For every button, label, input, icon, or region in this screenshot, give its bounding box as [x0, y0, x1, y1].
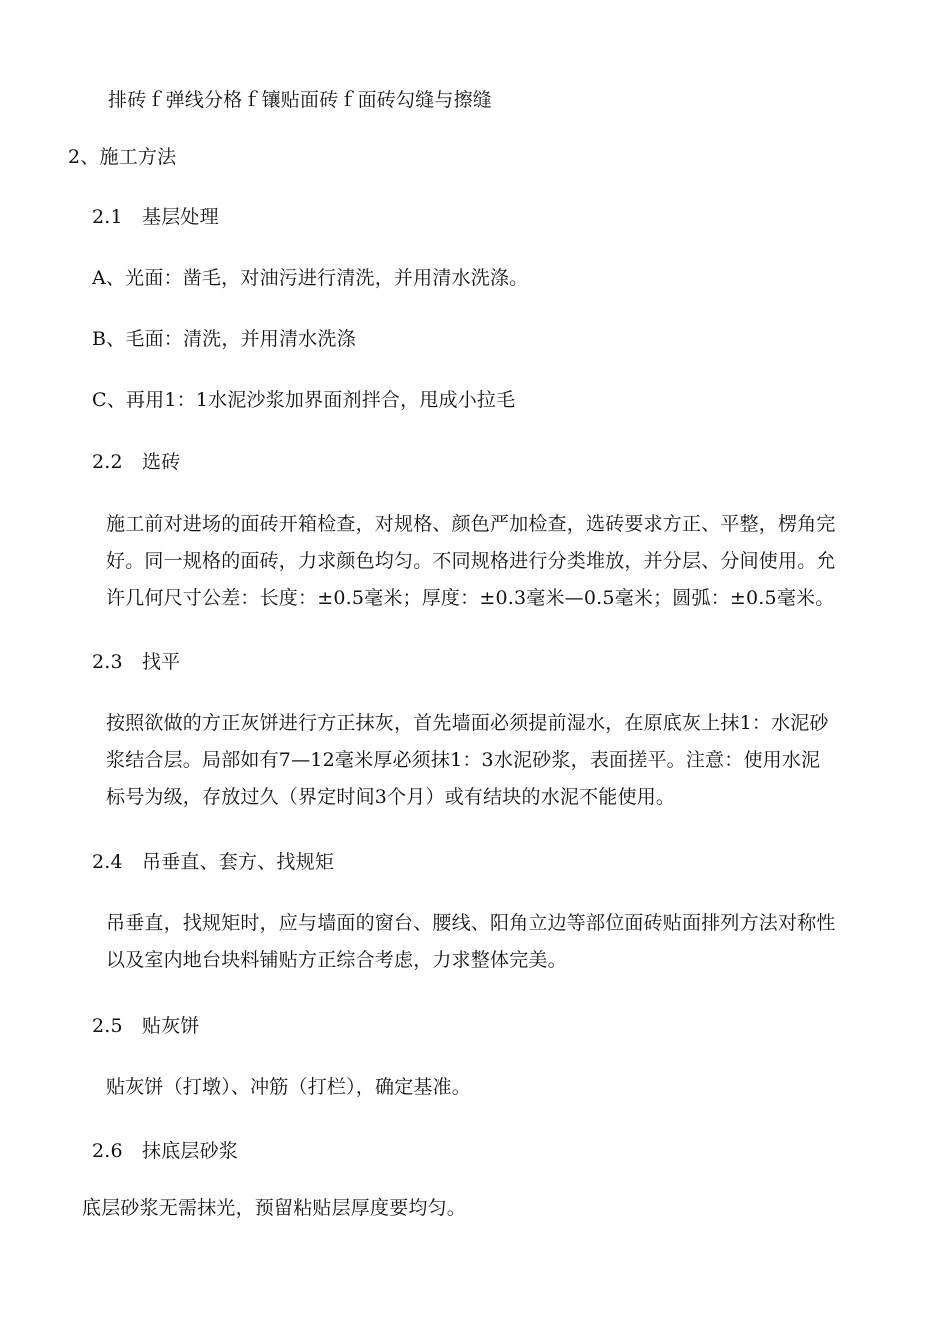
subheading-2-5: 2.5 贴灰饼: [92, 1015, 200, 1037]
paragraph-plumb-alignment: [106, 905, 836, 979]
subheading-2-3: 2.3 找平: [92, 651, 181, 673]
section-heading-construction-method: 2、施工方法: [68, 146, 177, 168]
process-flow-line: 排砖ｆ弹线分格ｆ镶贴面砖ｆ面砖勾缝与擦缝: [108, 89, 493, 111]
item-b-rough-surface: B、毛面：清洗，并用清水洗涤: [92, 328, 356, 350]
paragraph-reference-pads: 贴灰饼（打墩）、冲筋（打栏），确定基准。: [106, 1076, 472, 1098]
subheading-2-1: 2.1 基层处理: [92, 206, 219, 228]
paragraph-line: 按照欲做的方正灰饼进行方正抹灰，首先墙面必须提前湿水，在原底灰上抹1：水泥砂: [106, 712, 829, 734]
paragraph-line: 以及室内地台块料铺贴方正综合考虑，力求整体完美。: [106, 949, 567, 971]
item-c-mortar-mix: C、再用1：1水泥沙浆加界面剂拌合，甩成小拉毛: [92, 389, 516, 411]
subheading-2-4: 2.4 吊垂直、套方、找规矩: [92, 851, 335, 873]
subheading-2-2: 2.2 选砖: [92, 451, 181, 473]
paragraph-line: 标号为级，存放过久（界定时间3个月）或有结块的水泥不能使用。: [106, 786, 676, 808]
paragraph-line: 许几何尺寸公差：长度：±0.5毫米；厚度：±0.3毫米—0.5毫米；圆弧：±0.5毫米。: [106, 587, 835, 609]
paragraph-line: 浆结合层。局部如有7—12毫米厚必须抹1：3水泥砂浆，表面搓平。注意：使用水泥: [106, 749, 821, 771]
paragraph-base-mortar: 底层砂浆无需抹光，预留粘贴层厚度要均匀。: [82, 1197, 467, 1219]
paragraph-leveling: [106, 705, 829, 816]
paragraph-line: 施工前对进场的面砖开箱检查，对规格、颜色严加检查，选砖要求方正、平整，楞角完: [106, 513, 836, 535]
paragraph-line: 好。同一规格的面砖，力求颜色均匀。不同规格进行分类堆放，并分层、分间使用。允: [106, 550, 836, 572]
paragraph-line: 吊垂直，找规矩时，应与墙面的窗台、腰线、阳角立边等部位面砖贴面排列方法对称性: [106, 912, 836, 934]
paragraph-tile-selection: [106, 506, 836, 617]
item-a-smooth-surface: A、光面：凿毛，对油污进行清洗，并用清水洗涤。: [92, 267, 529, 289]
subheading-2-6: 2.6 抹底层砂浆: [92, 1140, 239, 1162]
